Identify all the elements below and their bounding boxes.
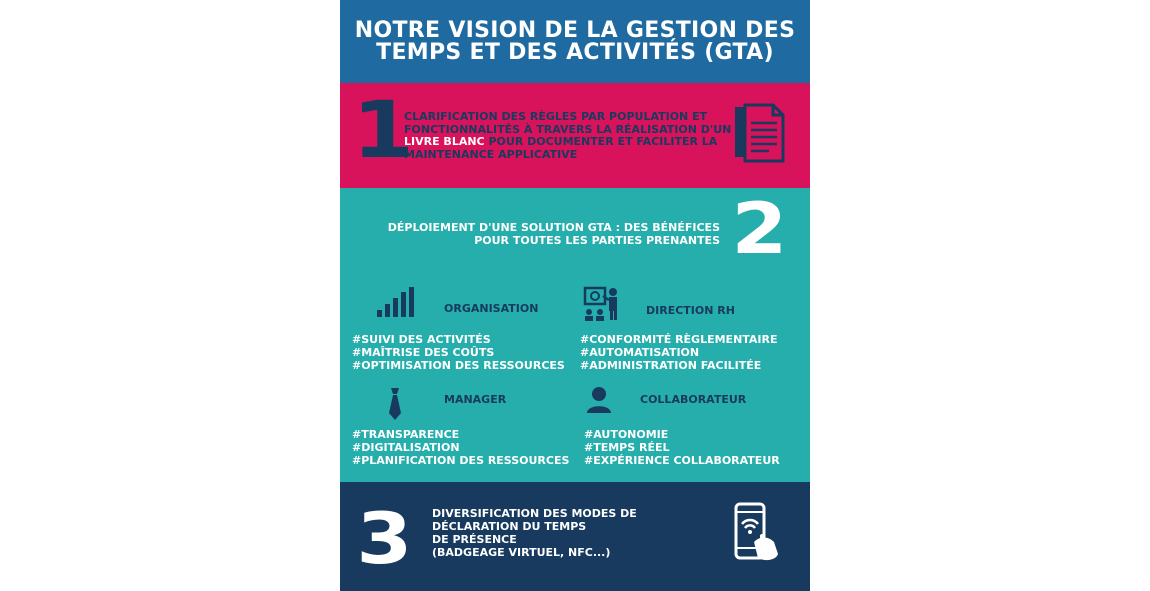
group-label-collaborateur: COLLABORATEUR xyxy=(640,393,747,406)
tag-item: #CONFORMITÉ RÈGLEMENTAIRE xyxy=(580,333,778,346)
tag-item: #SUIVI DES ACTIVITÉS xyxy=(352,333,491,346)
tag-item: #OPTIMISATION DES RESSOURCES xyxy=(352,359,565,372)
tag-item: #EXPÉRIENCE COLLABORATEUR xyxy=(584,454,780,467)
tag-item: #PLANIFICATION DES RESSOURCES xyxy=(352,454,570,467)
section-3-line: (BADGEAGE VIRTUEL, NFC...) xyxy=(432,546,611,559)
group-label-manager: MANAGER xyxy=(444,393,507,406)
tag-item: #TRANSPARENCE xyxy=(352,428,460,441)
section-2-heading-line-1: DÉPLOIEMENT D'UNE SOLUTION GTA : DES BÉNÉFICES xyxy=(387,221,720,234)
title-line-1: NOTRE VISION DE LA GESTION DES xyxy=(354,18,796,43)
page-title xyxy=(340,20,810,64)
section-1-text-after: POUR DOCUMENTER ET FACILITER LA MAINTENANCE APPLICATIVE xyxy=(404,135,718,161)
tag-item: #MAÎTRISE DES COÛTS xyxy=(352,346,495,359)
user-icon xyxy=(586,386,612,414)
presenter-icon xyxy=(583,286,623,322)
section-3-text xyxy=(432,507,652,559)
section-2-heading xyxy=(380,221,720,247)
section-2-number: 2 xyxy=(731,188,788,270)
section-1-highlight: LIVRE BLANC xyxy=(404,135,485,148)
section-1-text xyxy=(404,111,734,161)
section-1-text-before: CLARIFICATION DES RÈGLES PAR POPULATION ET FONCTIONNALITÉS À TRAVERS LA RÉALISATION D'UN xyxy=(404,110,732,136)
section-3-number: 3 xyxy=(356,498,413,580)
section-3-line: DE PRÉSENCE xyxy=(432,533,517,546)
tag-item: #AUTOMATISATION xyxy=(580,346,700,359)
tag-item: #DIGITALISATION xyxy=(352,441,460,454)
tags-collaborateur xyxy=(584,428,780,467)
tags-manager xyxy=(352,428,569,467)
tags-organisation xyxy=(352,333,565,372)
section-3-line: DIVERSIFICATION DES MODES DE xyxy=(432,507,637,520)
tag-item: #ADMINISTRATION FACILITÉE xyxy=(580,359,762,372)
tags-direction-rh xyxy=(580,333,778,372)
tag-item: #AUTONOMIE xyxy=(584,428,669,441)
section-1-number: 1 xyxy=(351,86,415,176)
document-icon xyxy=(733,103,785,163)
group-label-organisation: ORGANISATION xyxy=(444,302,539,315)
group-label-direction-rh: DIRECTION RH xyxy=(646,304,735,317)
tag-item: #TEMPS RÉEL xyxy=(584,441,670,454)
title-line-2: TEMPS ET DES ACTIVITÉS (GTA) xyxy=(376,40,774,65)
section-3-line: DÉCLARATION DU TEMPS xyxy=(432,520,587,533)
phone-nfc-icon xyxy=(732,502,780,564)
tie-icon xyxy=(386,387,404,421)
bar-chart-icon xyxy=(376,286,416,318)
section-2-heading-line-2: POUR TOUTES LES PARTIES PRENANTES xyxy=(474,234,720,247)
infographic xyxy=(340,0,810,591)
